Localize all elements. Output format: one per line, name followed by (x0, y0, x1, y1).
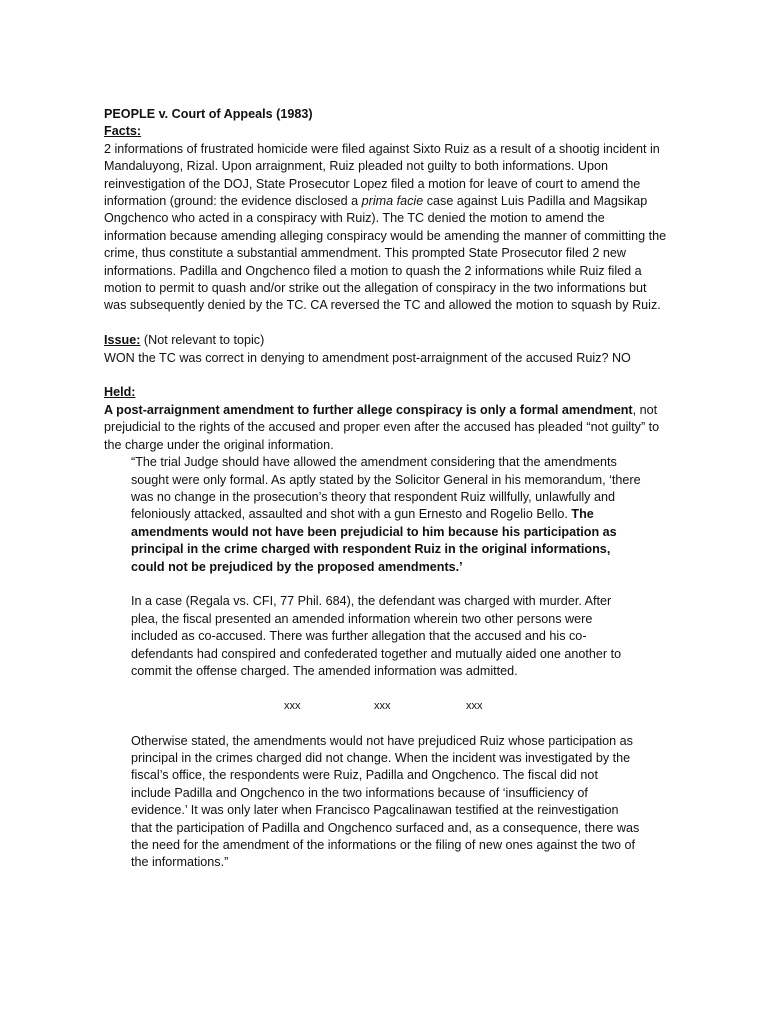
issue-note: (Not relevant to topic) (140, 333, 265, 348)
omission-marker: xxx (374, 699, 391, 712)
held-quote-1-bold: The amendments would not have been prejudicial to him because his participation as principal in the crime charged with respondent Ruiz in the original informations, could not be prejudiced by the proposed amendments.’ (131, 507, 617, 574)
held-summary (104, 402, 670, 454)
held-quote-1-plain: “The trial Judge should have allowed the amendment considering that the amendments sought were only formal. As aptly stated by the Solicitor General in his memorandum, ‘there was no change in the prosecution’s theory that respondent Ruiz willfully, unlawfully and feloniously attacked, assaulted and shot with a gun Ernesto and Rogelio Bello. (131, 455, 641, 522)
section-spacer (104, 315, 670, 332)
issue-question: WON the TC was correct in denying to amendment post-arraignment of the accused Ruiz? NO (104, 350, 631, 365)
paragraph-spacer (104, 680, 670, 697)
document-body (104, 106, 670, 872)
facts-text-part-1: 2 informations of frustrated homicide were filed against Sixto Ruiz as a result of a shootig incident in Mandaluyong, Rizal. Upon arraignment, Ruiz pleaded not guilty to both informations. Upon reinvestigation of the DOJ, State Prosecutor Lopez filed a motion for leave of court to amend the information (ground: the evidence disclosed a (104, 141, 660, 209)
issue-heading: Issue: (104, 333, 141, 348)
held-summary-bold: A post-arraignment amendment to further allege conspiracy is only a formal amendment (104, 402, 633, 417)
facts-italic-term: prima facie (361, 194, 424, 209)
held-heading: Held: (104, 385, 136, 400)
omission-marker-row (104, 698, 670, 715)
facts-text (104, 141, 670, 315)
facts-section (104, 123, 670, 314)
facts-text-part-2: case against Luis Padilla and Magsikap Ongchenco who acted in a conspiracy with Ruiz). The TC denied the motion to amend the information because amending alleging conspiracy would be amending the manner of committing the crime, thus constitute a substantial ammendment. This prompted State Prosecutor filed 2 new informations. Padilla and Ongchenco filed a motion to quash the 2 informations while Ruiz filed a motion to permit to quash and/or strike out the allegation of conspiracy in the two informations but was subsequently denied by the TC. CA reversed the TC and allowed the motion to squash by Ruiz. (104, 194, 667, 313)
held-section (104, 384, 670, 871)
issue-section (104, 332, 670, 367)
facts-heading: Facts: (104, 124, 142, 139)
omission-marker: xxx (466, 699, 483, 712)
paragraph-spacer (104, 576, 670, 593)
held-quote-2: In a case (Regala vs. CFI, 77 Phil. 684), the defendant was charged with murder. After plea, the fiscal presented an amended information wherein two other persons were included as co-accused. There was further allegation that the accused and his co-defendants had conspired and confederated together and mutually aided one another to commit the offense charged. The amended information was admitted. (131, 594, 622, 678)
held-summary-rest: , not prejudicial to the rights of the accused and proper even after the accused has pleaded “not guilty” to the charge under the original information. (104, 402, 660, 452)
case-title: PEOPLE v. Court of Appeals (1983) (104, 107, 313, 121)
issue-heading-line (104, 332, 670, 349)
section-spacer (104, 367, 670, 384)
omission-marker: xxx (284, 699, 301, 712)
held-quote-3: Otherwise stated, the amendments would not have prejudiced Ruiz whose participation as principal in the crimes charged did not change. When the incident was investigated by the fiscal’s office, the respondents were Ruiz, Padilla and Ongchenco. The fiscal did not include Padilla and Ongchenco in the two informations because of ‘insufficiency of evidence.’ It was only later when Francisco Pagcalinawan testified at the reinvestigation that the participation of Padilla and Ongchenco surfaced and, as a consequence, there was the need for the amendment of the informations or the filing of new ones against the two of the informations.” (131, 733, 640, 870)
held-quote-1 (131, 454, 641, 576)
